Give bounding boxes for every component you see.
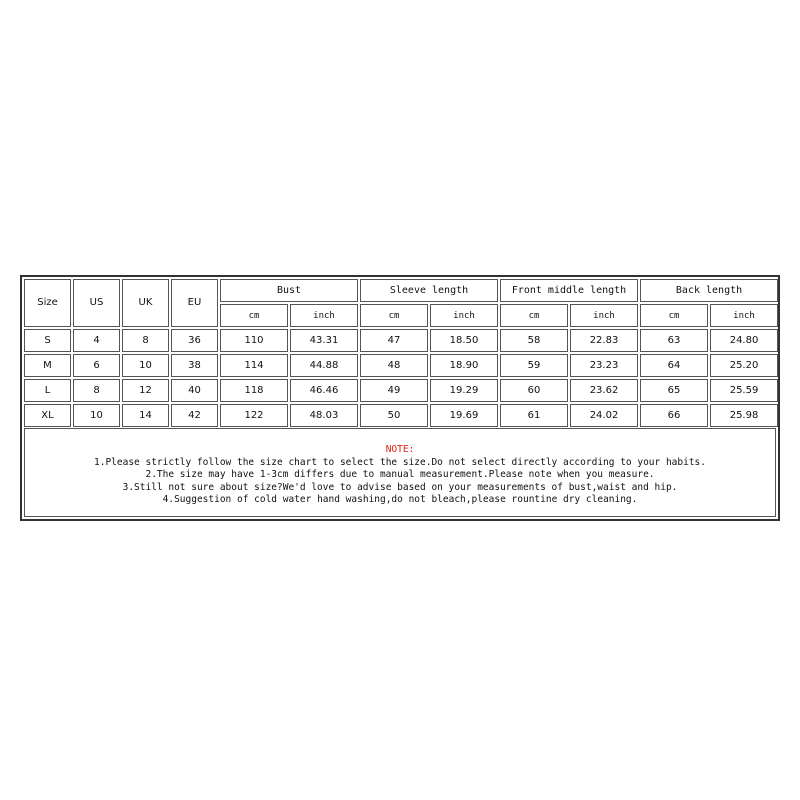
value-cell: 18.90 [430,354,498,377]
uk-cell: 12 [122,379,169,402]
value-cell: 118 [220,379,288,402]
unit-cell: cm [360,304,428,327]
header-us: US [73,279,120,327]
value-cell: 61 [500,404,568,427]
value-cell: 19.69 [430,404,498,427]
value-cell: 49 [360,379,428,402]
value-cell: 59 [500,354,568,377]
value-cell: 64 [640,354,708,377]
header-sleeve-length: Sleeve length [360,279,498,302]
uk-cell: 10 [122,354,169,377]
unit-cell: cm [640,304,708,327]
unit-cell: inch [710,304,778,327]
value-cell: 44.88 [290,354,358,377]
size-chart [20,275,780,521]
size-table [22,277,780,429]
value-cell: 65 [640,379,708,402]
value-cell: 23.62 [570,379,638,402]
value-cell: 25.98 [710,404,778,427]
note-line: 4.Suggestion of cold water hand washing,do not bleach,please rountine dry cleaning. [162,494,638,505]
header-eu: EU [171,279,218,327]
uk-cell: 8 [122,329,169,352]
value-cell: 50 [360,404,428,427]
unit-cell: inch [430,304,498,327]
header-back-length: Back length [640,279,778,302]
size-cell: M [24,354,71,377]
us-cell: 6 [73,354,120,377]
table-row [24,329,778,352]
header-uk: UK [122,279,169,327]
table-row [24,404,778,427]
value-cell: 60 [500,379,568,402]
value-cell: 114 [220,354,288,377]
value-cell: 48 [360,354,428,377]
value-cell: 48.03 [290,404,358,427]
value-cell: 18.50 [430,329,498,352]
us-cell: 8 [73,379,120,402]
unit-cell: inch [290,304,358,327]
unit-cell: inch [570,304,638,327]
size-cell: XL [24,404,71,427]
header-size: Size [24,279,71,327]
value-cell: 110 [220,329,288,352]
note-title: NOTE: [385,444,415,455]
notes-box [24,428,776,517]
table-row [24,379,778,402]
value-cell: 66 [640,404,708,427]
header-bust: Bust [220,279,358,302]
header-front-middle-length: Front middle length [500,279,638,302]
us-cell: 4 [73,329,120,352]
value-cell: 46.46 [290,379,358,402]
value-cell: 58 [500,329,568,352]
value-cell: 25.20 [710,354,778,377]
size-cell: S [24,329,71,352]
eu-cell: 38 [171,354,218,377]
value-cell: 25.59 [710,379,778,402]
note-line: 3.Still not sure about size?We'd love to advise based on your measurements of bust,waist and hip. [122,481,678,493]
note-line: 2.The size may have 1-3cm differs due to manual measurement.Please note when you measure. [145,469,655,480]
eu-cell: 42 [171,404,218,427]
eu-cell: 36 [171,329,218,352]
unit-cell: cm [220,304,288,327]
table-row [24,354,778,377]
size-cell: L [24,379,71,402]
value-cell: 122 [220,404,288,427]
uk-cell: 14 [122,404,169,427]
us-cell: 10 [73,404,120,427]
value-cell: 47 [360,329,428,352]
value-cell: 24.80 [710,329,778,352]
value-cell: 19.29 [430,379,498,402]
value-cell: 63 [640,329,708,352]
value-cell: 23.23 [570,354,638,377]
header-row [24,279,778,302]
unit-cell: cm [500,304,568,327]
value-cell: 43.31 [290,329,358,352]
eu-cell: 40 [171,379,218,402]
value-cell: 22.83 [570,329,638,352]
note-line: 1.Please strictly follow the size chart to select the size.Do not select directly according to your habits. [94,456,706,468]
value-cell: 24.02 [570,404,638,427]
